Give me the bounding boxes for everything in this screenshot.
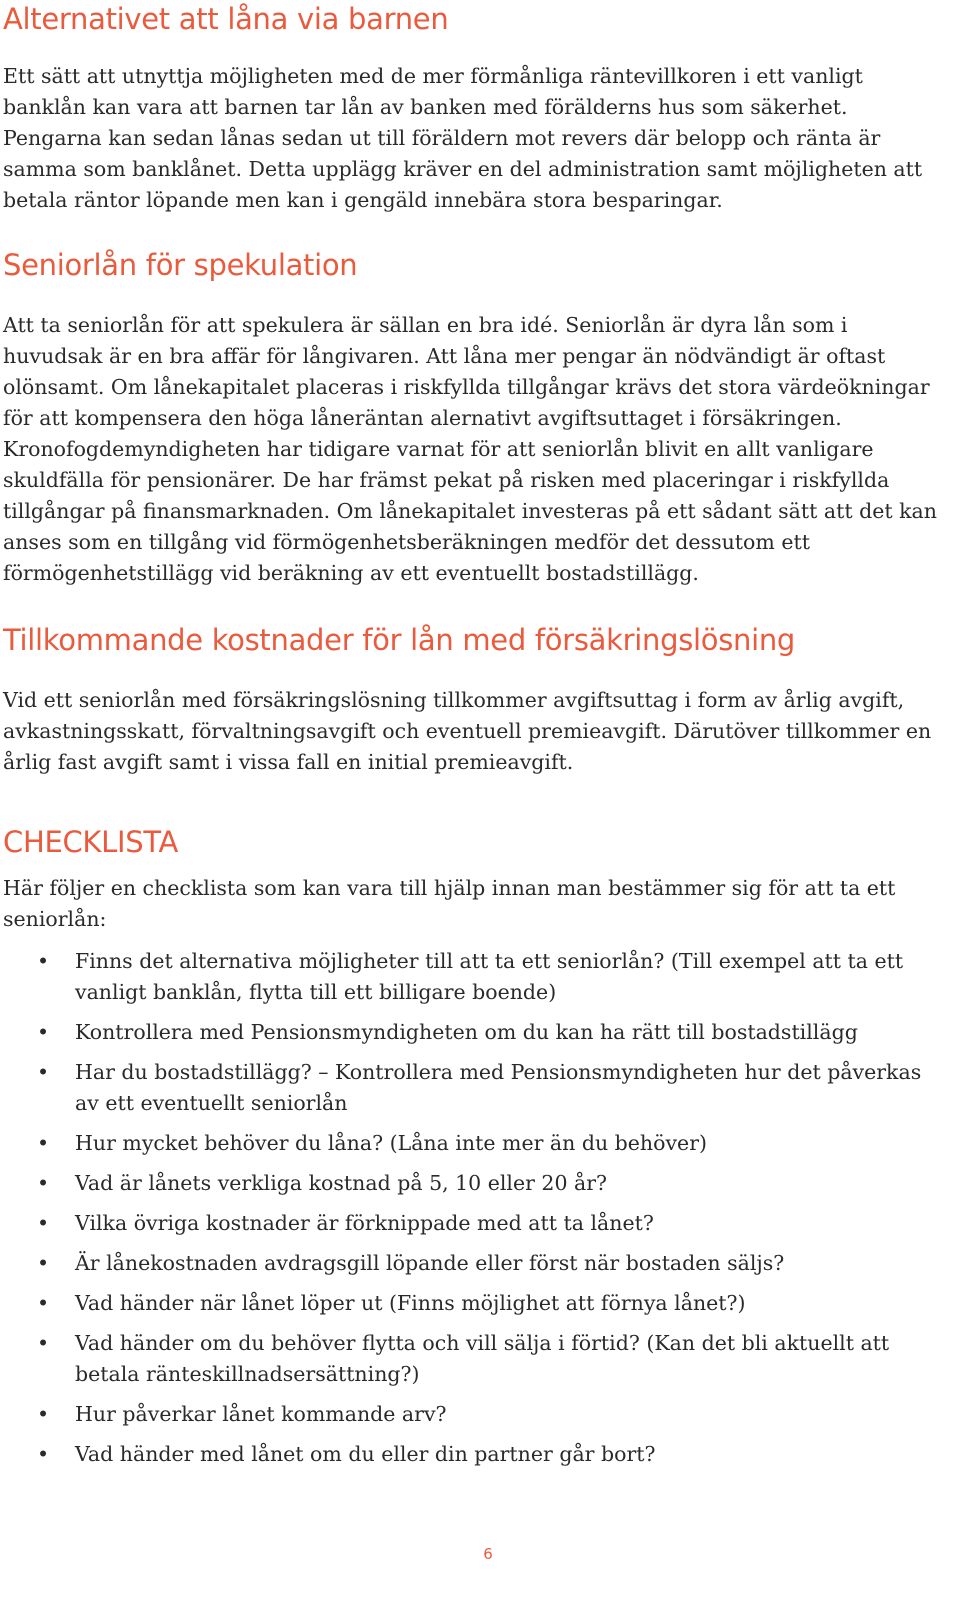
section-body-speculation: Att ta seniorlån för att spekulera är sällan en bra idé. Seniorlån är dyra lån som i huvudsak är en bra affär för långivaren. Att låna mer pengar än nödvändigt är oftast olönsamt. Om lånekapitalet placeras i riskfyllda tillgångar krävs det stora värdeökningar för att kompensera den höga låneräntan alernativt avgiftsuttaget i försäkringen. Kronofogdemyndigheten har tidigare varnat för att seniorlån blivit en allt vanligare skuldfälla för pensionärer. De har främst pekat på risken med placeringar i riskfyllda tillgångar på finansmarknaden. Om lånekapitalet investeras på ett sådant sätt att det kan anses som en tillgång vid förmögenhetsberäkningen medför det dessutom ett förmögenhetstillägg vid beräkning av ett eventuellt bostadstillägg. — [3, 313, 937, 585]
checklist-list — [3, 946, 943, 1470]
checklist-item — [3, 1248, 943, 1279]
section-heading-children-loan: Alternativet att låna via barnen — [3, 2, 449, 36]
bullet-icon: • — [37, 1251, 50, 1275]
page-number: 6 — [483, 1545, 493, 1563]
bullet-icon: • — [37, 1211, 50, 1235]
checklist-item-text: Hur påverkar lånet kommande arv? — [75, 1402, 447, 1426]
checklist-item-text: Vad är lånets verkliga kostnad på 5, 10 eller 20 år? — [75, 1171, 608, 1195]
checklist-item-text: Vad händer när lånet löper ut (Finns möjlighet att förnya lånet?) — [75, 1291, 746, 1315]
checklist-item — [3, 1017, 943, 1048]
checklist-item — [3, 1399, 943, 1430]
section-heading-additional-costs: Tillkommande kostnader för lån med försäkringslösning — [3, 623, 796, 657]
checklist-item-text: Hur mycket behöver du låna? (Låna inte mer än du behöver) — [75, 1131, 707, 1155]
section-body-additional-costs: Vid ett seniorlån med försäkringslösning tillkommer avgiftsuttag i form av årlig avgift, avkastningsskatt, förvaltningsavgift och eventuell premieavgift. Därutöver tillkommer en årlig fast avgift samt i vissa fall en initial premieavgift. — [3, 688, 932, 774]
checklist-item-text: Vilka övriga kostnader är förknippade med att ta lånet? — [75, 1211, 654, 1235]
checklist-item-text: Vad händer med lånet om du eller din partner går bort? — [75, 1442, 656, 1466]
section-heading-speculation: Seniorlån för spekulation — [3, 248, 358, 282]
checklist-item-text: Finns det alternativa möjligheter till att ta ett seniorlån? (Till exempel att ta ett vanligt banklån, flytta till ett billigare boende) — [75, 949, 904, 1004]
bullet-icon: • — [37, 1442, 50, 1466]
checklist-item — [3, 1288, 943, 1319]
bullet-icon: • — [37, 1171, 50, 1195]
bullet-icon: • — [37, 1291, 50, 1315]
checklist-item — [3, 1208, 943, 1239]
checklist-item-text: Är lånekostnaden avdragsgill löpande eller först när bostaden säljs? — [75, 1251, 785, 1275]
bullet-icon: • — [37, 1131, 50, 1155]
checklist-item — [3, 1057, 943, 1119]
section-body-children-loan: Ett sätt att utnyttja möjligheten med de mer förmånliga räntevillkoren i ett vanligt banklån kan vara att barnen tar lån av banken med förälderns hus som säkerhet. Pengarna kan sedan lånas sedan ut till föräldern mot revers där belopp och ränta är samma som banklånet. Detta upplägg kräver en del administration samt möjligheten att betala räntor löpande men kan i gengäld innebära stora besparingar. — [3, 64, 923, 212]
bullet-icon: • — [37, 1402, 50, 1426]
checklist-heading: CHECKLISTA — [3, 825, 179, 859]
checklist-item — [3, 1439, 943, 1470]
checklist-item-text: Har du bostadstillägg? – Kontrollera med Pensionsmyndigheten hur det påverkas av ett eventuellt seniorlån — [75, 1060, 922, 1115]
bullet-icon: • — [37, 1331, 50, 1355]
checklist-item-text: Vad händer om du behöver flytta och vill sälja i förtid? (Kan det bli aktuellt att betala ränteskillnadsersättning?) — [75, 1331, 890, 1386]
checklist-intro: Här följer en checklista som kan vara till hjälp innan man bestämmer sig för att ta ett seniorlån: — [3, 876, 896, 931]
document-page — [3, 0, 943, 1479]
checklist-item — [3, 1128, 943, 1159]
checklist-item — [3, 1328, 943, 1390]
bullet-icon: • — [37, 1060, 50, 1084]
bullet-icon: • — [37, 1020, 50, 1044]
checklist-item-text: Kontrollera med Pensionsmyndigheten om du kan ha rätt till bostadstillägg — [75, 1020, 858, 1044]
bullet-icon: • — [37, 949, 50, 973]
checklist-item — [3, 1168, 943, 1199]
checklist-item — [3, 946, 943, 1008]
